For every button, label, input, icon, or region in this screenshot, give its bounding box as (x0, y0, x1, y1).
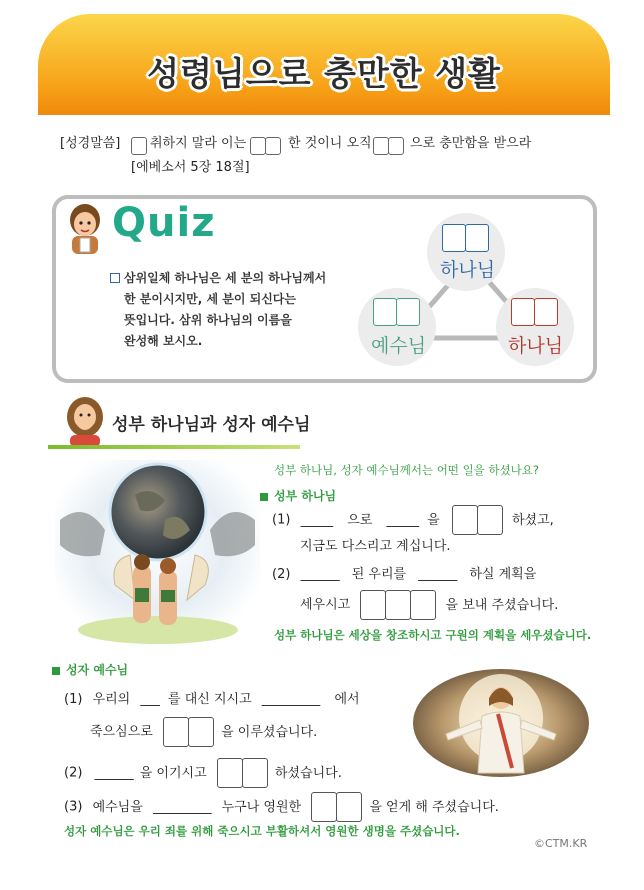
item-number: (3) (64, 799, 83, 815)
square-bullet-icon (52, 667, 60, 675)
father-item2-line1 (272, 562, 536, 588)
text-segment: 하실 계획을 (469, 567, 537, 582)
copyright: ©CTM.KR (534, 837, 588, 850)
answer-blank[interactable]: ___ (140, 692, 160, 707)
father-subheading-text: 성부 하나님 (274, 489, 337, 503)
answer-blank[interactable]: _________ (261, 692, 321, 707)
son-item1-line2 (90, 717, 317, 747)
item-number: (1) (272, 512, 291, 528)
resurrection-illustration (412, 668, 590, 778)
verse-part1: 취하지 말라 이는 (150, 136, 247, 151)
verse-blank-2[interactable] (250, 135, 281, 155)
son-item1-line1 (64, 687, 360, 713)
father-subheading (260, 487, 336, 504)
text-segment: 을 (427, 512, 440, 528)
answer-box[interactable] (217, 766, 267, 781)
jesus-character-icon (60, 395, 110, 447)
text-segment: 을 얻게 해 주셨습니다. (369, 799, 499, 815)
verse-blank-3[interactable] (373, 135, 404, 155)
verse-label: [성경말씀] (60, 136, 121, 151)
text-segment: 된 우리를 (351, 567, 407, 582)
father-item1-line2: 지금도 다스리고 계십니다. (300, 539, 451, 554)
answer-box[interactable] (452, 513, 502, 528)
answer-box[interactable] (311, 800, 361, 815)
answer-blank[interactable]: ______ (300, 567, 340, 582)
banner-underline (38, 112, 610, 115)
boy-character-icon (62, 200, 108, 256)
answer-blank[interactable]: _________ (152, 799, 212, 815)
father-item1-line1 (272, 505, 554, 535)
son-summary: 성자 예수님은 우리 죄를 위해 죽으시고 부활하셔서 영원한 생명을 주셨습니다. (64, 824, 460, 838)
text-segment: 예수님을 (92, 799, 143, 815)
text-segment: 를 대신 지시고 (168, 692, 252, 707)
text-segment: 을 보내 주셨습니다. (445, 597, 559, 613)
son-subheading-text: 성자 예수님 (66, 663, 129, 677)
circle-left-label: 예수님 (371, 335, 427, 357)
trinity-blank-top[interactable] (442, 224, 489, 256)
square-bullet-icon (260, 493, 268, 501)
son-subheading (52, 661, 128, 678)
answer-blank[interactable]: ______ (418, 567, 458, 582)
section-underline (48, 445, 300, 449)
quiz-text-line: 삼위일체 하나님은 세 분의 하나님께서 (124, 271, 327, 285)
text-segment: 하셨습니다. (274, 765, 342, 781)
creation-illustration (55, 460, 260, 650)
text-segment: 하셨고, (511, 512, 554, 528)
father-item2-line2 (300, 590, 558, 620)
quiz-text-line: 완성해 보시오. (124, 334, 203, 348)
answer-blank[interactable]: _____ (386, 512, 419, 528)
text-segment: 으로 (347, 512, 373, 528)
quiz-text-line: 뜻입니다. 삼위 하나님의 이름을 (124, 313, 292, 327)
checkbox-bullet-icon (110, 273, 120, 283)
verse-blank-1[interactable] (131, 135, 147, 155)
page-title: 성령님으로 충만한 생활 (147, 54, 501, 93)
verse-reference: [에베소서 5장 18절] (131, 160, 250, 175)
text-segment: 에서 (334, 692, 360, 707)
item-number: (2) (64, 765, 83, 781)
section-title: 성부 하나님과 성자 예수님 (112, 415, 311, 435)
son-item2 (64, 758, 342, 788)
answer-box[interactable] (360, 598, 435, 613)
text-segment: 우리의 (92, 692, 131, 707)
trinity-blank-right[interactable] (511, 298, 558, 330)
text-segment: 죽으심으로 (90, 724, 153, 740)
father-summary: 성부 하나님은 세상을 창조하시고 구원의 계획을 세우셨습니다. (274, 628, 592, 642)
text-segment: 을 이기시고 (139, 765, 207, 781)
quiz-text (124, 268, 326, 352)
quiz-heading: Quiz (112, 200, 216, 246)
circle-top-label: 하나님 (440, 259, 496, 281)
text-segment: 을 이루셨습니다. (221, 724, 318, 740)
trinity-blank-left[interactable] (373, 298, 420, 330)
circle-right-label: 하나님 (508, 335, 564, 357)
son-item3 (64, 792, 499, 822)
verse-part3: 으로 충만함을 받으라 (410, 136, 532, 151)
quiz-text-line: 한 분이시지만, 세 분이 되신다는 (124, 292, 296, 306)
text-segment: 세우시고 (300, 597, 351, 613)
answer-blank[interactable]: _____ (300, 512, 334, 528)
father-question: 성부 하나님, 성자 예수님께서는 어떤 일을 하셨나요? (274, 463, 539, 477)
item-number: (2) (272, 567, 291, 582)
answer-box[interactable] (163, 725, 213, 740)
verse-part2: 한 것이니 오직 (288, 136, 372, 151)
answer-blank[interactable]: ______ (94, 765, 134, 781)
text-segment: 누구나 영원한 (221, 799, 302, 815)
item-number: (1) (64, 692, 83, 707)
